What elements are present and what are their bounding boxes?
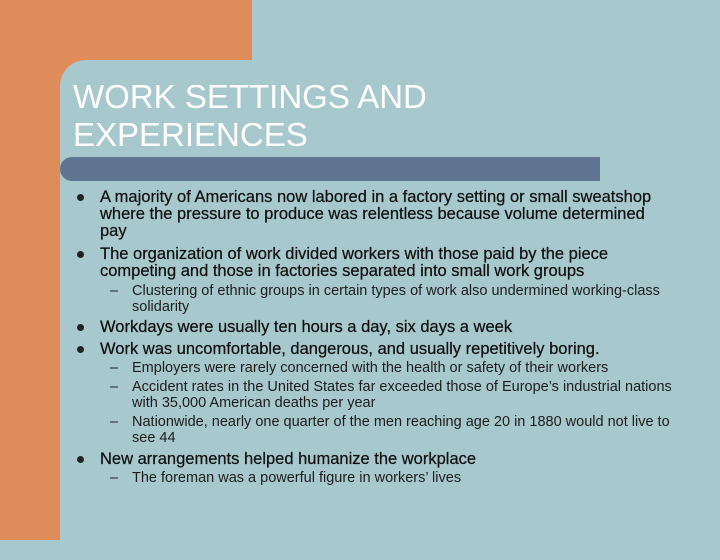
dash-icon: – xyxy=(110,414,119,430)
bullet-dot-icon xyxy=(77,251,84,258)
bullet-item xyxy=(100,246,670,280)
sub-bullet-text: The foreman was a powerful figure in workers’ lives xyxy=(132,470,462,486)
bullet-item xyxy=(100,341,670,358)
bullet-dot-icon xyxy=(77,324,84,331)
bullet-item xyxy=(100,451,670,468)
dash-icon: – xyxy=(110,360,119,376)
sub-bullet-text: Clustering of ethnic groups in certain types of work also undermined working-class solidarity xyxy=(132,283,660,315)
sub-bullet-item xyxy=(110,414,677,446)
bullet-text: The organization of work divided workers with those paid by the piece competing and those in factories separated into small work groups xyxy=(100,245,609,280)
sub-bullet-item xyxy=(110,470,677,487)
sub-bullet-text: Nationwide, nearly one quarter of the men reaching age 20 in 1880 would not live to see 44 xyxy=(132,414,670,446)
sub-bullet-item xyxy=(110,379,677,411)
bullet-item xyxy=(100,319,670,336)
bullet-dot-icon xyxy=(77,456,84,463)
bullet-text: Workdays were usually ten hours a day, six days a week xyxy=(100,318,513,336)
bullet-text: New arrangements helped humanize the workplace xyxy=(100,450,477,468)
dash-icon: – xyxy=(110,379,119,395)
sub-bullet-item xyxy=(110,360,677,377)
bullet-dot-icon xyxy=(77,346,84,353)
bullet-text: Work was uncomfortable, dangerous, and usually repetitively boring. xyxy=(100,340,600,358)
sub-bullet-text: Accident rates in the United States far exceeded those of Europe’s industrial nations with 35,000 American deaths per year xyxy=(132,379,672,411)
bullet-text: A majority of Americans now labored in a factory setting or small sweatshop where the pressure to produce was relentless because volume determined pay xyxy=(100,188,652,240)
bullet-dot-icon xyxy=(77,194,84,201)
sub-bullet-item xyxy=(110,283,677,315)
dash-icon: – xyxy=(110,470,119,486)
bullet-item xyxy=(100,189,670,240)
sub-bullet-text: Employers were rarely concerned with the health or safety of their workers xyxy=(132,360,609,376)
dash-icon: – xyxy=(110,283,119,299)
slide-title: WORK SETTINGS AND EXPERIENCES xyxy=(73,78,427,153)
